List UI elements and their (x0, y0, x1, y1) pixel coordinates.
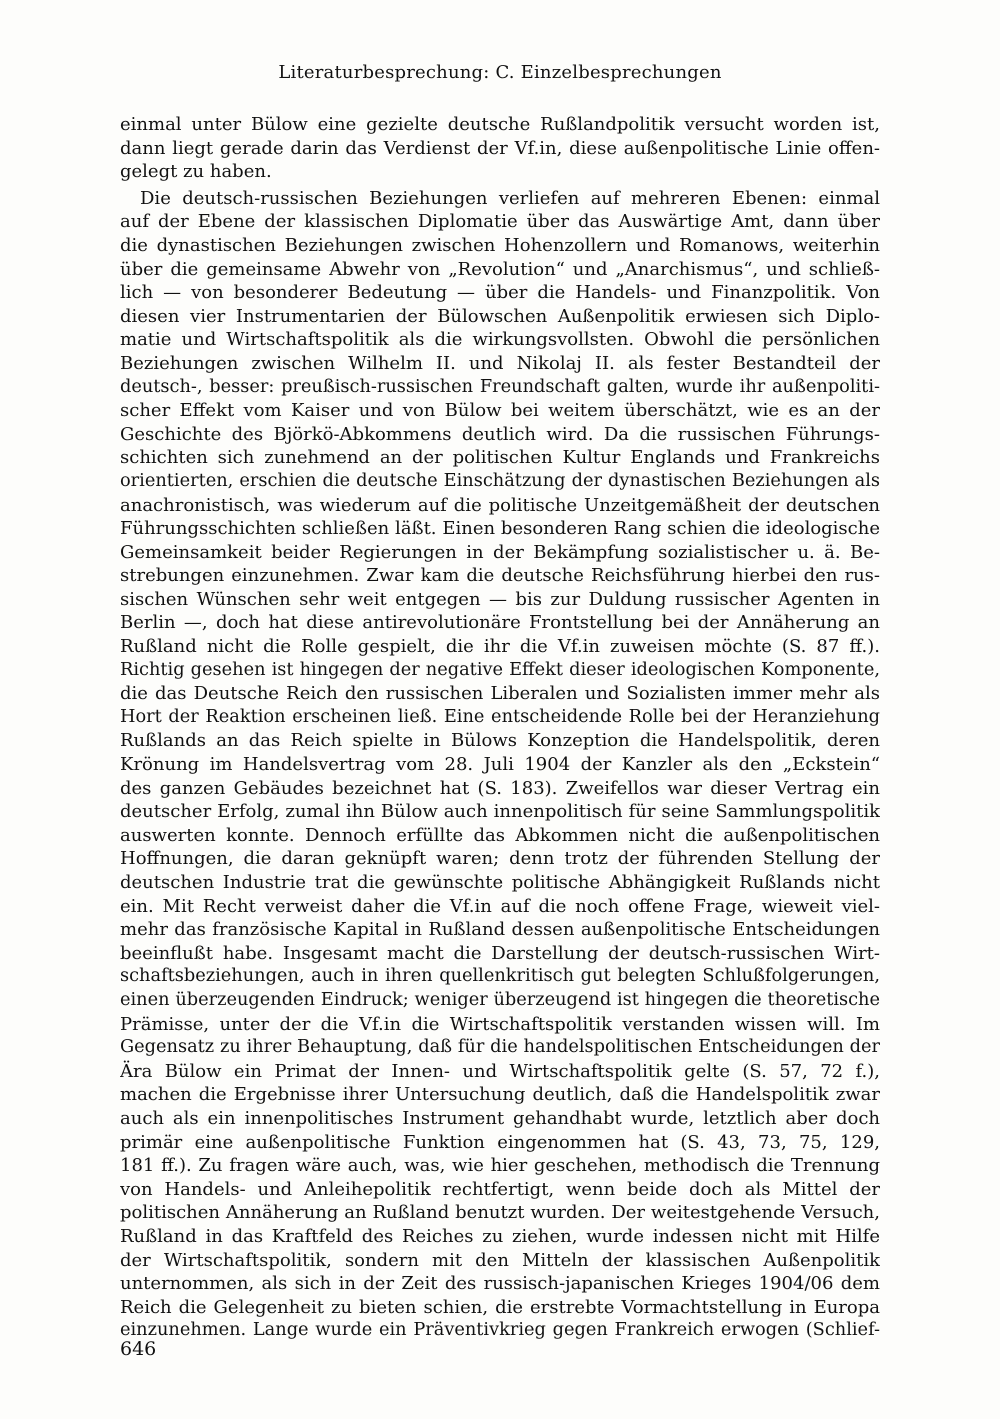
text-line: die das Deutsche Reich den russischen Liberalen und Sozialisten immer mehr als (120, 683, 880, 705)
text-line: politischen Annäherung an Rußland benutzt wurden. Der weitestgehende Versuch, (120, 1202, 880, 1224)
text-line: Rußland in das Kraftfeld des Reiches zu ziehen, wurde indessen nicht mit Hilfe (120, 1225, 880, 1247)
text-line: von Handels- und Anleihepolitik rechtfertigt, wenn beide doch als Mittel der (120, 1178, 880, 1200)
text-line: 181 ff.). Zu fragen wäre auch, was, wie hier geschehen, methodisch die Trennung (120, 1155, 880, 1177)
text-line: über die gemeinsame Abwehr von „Revolution“ und „Anarchismus“, und schließ- (120, 258, 880, 280)
text-line: Krönung im Handelsvertrag vom 28. Juli 1904 der Kanzler als den „Eckstein“ (120, 754, 880, 776)
running-head: Literaturbesprechung: C. Einzelbesprechungen (278, 62, 722, 83)
text-line: auch als ein innenpolitisches Instrument gehandhabt wurde, letztlich aber doch (120, 1107, 880, 1129)
text-line: unternommen, als sich in der Zeit des russisch-japanischen Krieges 1904/06 dem (120, 1273, 880, 1295)
text-line: deutschen Industrie trat die gewünschte politische Abhängigkeit Rußlands nicht (120, 872, 880, 893)
text-line: einen überzeugenden Eindruck; weniger überzeugend ist hingegen die theoretische (120, 989, 880, 1010)
text-line: Die deutsch-russischen Beziehungen verliefen auf mehreren Ebenen: einmal (140, 187, 880, 209)
text-line: einzunehmen. Lange wurde ein Präventivkrieg gegen Frankreich erwogen (Schlief- (120, 1320, 880, 1341)
text-line: mehr das französische Kapital in Rußland dessen außenpolitische Entscheidungen (120, 919, 880, 941)
text-line: schichten sich zunehmend an der politischen Kultur Englands und Frankreichs (120, 447, 880, 469)
text-line: Rußland nicht die Rolle gespielt, die ihr die Vf.in zuweisen möchte (S. 87 ff.). (120, 636, 880, 658)
text-line: orientierten, erschien die deutsche Einschätzung der dynastischen Beziehungen als (120, 470, 880, 491)
text-line: Prämisse, unter der die Vf.in die Wirtschaftspolitik verstanden wissen will. Im (120, 1013, 880, 1035)
text-line: gelegt zu haben. (120, 161, 272, 183)
text-line: Richtig gesehen ist hingegen der negative Effekt dieser ideologischen Komponente, (120, 659, 880, 680)
text-line: auswerten konnte. Dennoch erfüllte das Abkommen nicht die außenpolitischen (120, 824, 880, 846)
text-line: scher Effekt vom Kaiser und von Bülow bei weitem überschätzt, wie es an der (120, 400, 880, 422)
text-line: Beziehungen zwischen Wilhelm II. und Nikolaj II. als fester Bestandteil der (120, 352, 880, 374)
text-line: einmal unter Bülow eine gezielte deutsche Rußlandpolitik versucht worden ist, (120, 114, 880, 135)
text-line: auf der Ebene der klassischen Diplomatie über das Auswärtige Amt, dann über (120, 211, 880, 233)
text-line: beeinflußt habe. Insgesamt macht die Darstellung der deutsch-russischen Wirt- (120, 942, 880, 964)
page-number: 646 (120, 1338, 157, 1360)
text-line: Hort der Reaktion erscheinen ließ. Eine entscheidende Rolle bei der Heranziehung (120, 706, 880, 727)
text-line: machen die Ergebnisse ihrer Untersuchung deutlich, daß die Handelspolitik zwar (120, 1084, 880, 1106)
body-text (120, 113, 880, 1343)
text-line: diesen vier Instrumentarien der Bülowschen Außenpolitik erwiesen sich Diplo- (120, 305, 880, 327)
text-line: Rußlands an das Reich spielte in Bülows Konzeption die Handelspolitik, deren (120, 730, 880, 752)
text-line: der Wirtschaftspolitik, sondern mit den Mitteln der klassischen Außenpolitik (120, 1249, 880, 1271)
text-line: Gegensatz zu ihrer Behauptung, daß für die handelspolitischen Entscheidungen der (120, 1037, 880, 1058)
text-line: primär eine außenpolitische Funktion eingenommen hat (S. 43, 73, 75, 129, (120, 1131, 880, 1153)
text-line: ein. Mit Recht verweist daher die Vf.in auf die noch offene Frage, wieweit viel- (120, 895, 880, 917)
text-line: strebungen einzunehmen. Zwar kam die deutsche Reichsführung hierbei den rus- (120, 565, 880, 587)
text-line: matie und Wirtschaftspolitik als die wirkungsvollsten. Obwohl die persönlichen (120, 329, 880, 351)
paragraph (120, 113, 880, 184)
text-line: Berlin —, doch hat diese antirevolutionäre Frontstellung bei der Annäherung an (120, 612, 880, 634)
text-line: anachronistisch, was wiederum auf die politische Unzeitgemäßheit der deutschen (120, 494, 880, 516)
text-line: dann liegt gerade darin das Verdienst der Vf.in, diese außenpolitische Linie offen- (120, 137, 880, 159)
text-line: Geschichte des Björkö-Abkommens deutlich wird. Da die russischen Führungs- (120, 423, 880, 445)
text-line: Ära Bülow ein Primat der Innen- und Wirtschaftspolitik gelte (S. 57, 72 f.), (120, 1060, 880, 1082)
text-line: Gemeinsamkeit beider Regierungen in der Bekämpfung sozialistischer u. ä. Be- (120, 541, 880, 563)
text-line: Reich die Gelegenheit zu bieten schien, die erstrebte Vormachtstellung in Europa (120, 1296, 880, 1318)
text-line: lich — von besonderer Bedeutung — über die Handels- und Finanzpolitik. Von (120, 282, 880, 304)
text-line: deutscher Erfolg, zumal ihn Bülow auch innenpolitisch für seine Sammlungspolitik (120, 801, 880, 823)
text-line: schaftsbeziehungen, auch in ihren quellenkritisch gut belegten Schlußfolgerungen, (120, 966, 880, 987)
text-line: sischen Wünschen sehr weit entgegen — bis zur Duldung russischer Agenten in (120, 588, 880, 610)
text-line: Hoffnungen, die daran geknüpft waren; denn trotz der führenden Stellung der (120, 848, 880, 870)
text-line: des ganzen Gebäudes bezeichnet hat (S. 183). Zweifellos war dieser Vertrag ein (120, 777, 880, 799)
text-line: die dynastischen Beziehungen zwischen Hohenzollern und Romanows, weiterhin (120, 234, 880, 256)
paragraph (120, 187, 880, 1343)
text-line: Führungsschichten schließen läßt. Einen besonderen Rang schien die ideologische (120, 518, 880, 540)
text-line: deutsch-, besser: preußisch-russischen Freundschaft galten, wurde ihr außenpoliti- (120, 376, 880, 397)
